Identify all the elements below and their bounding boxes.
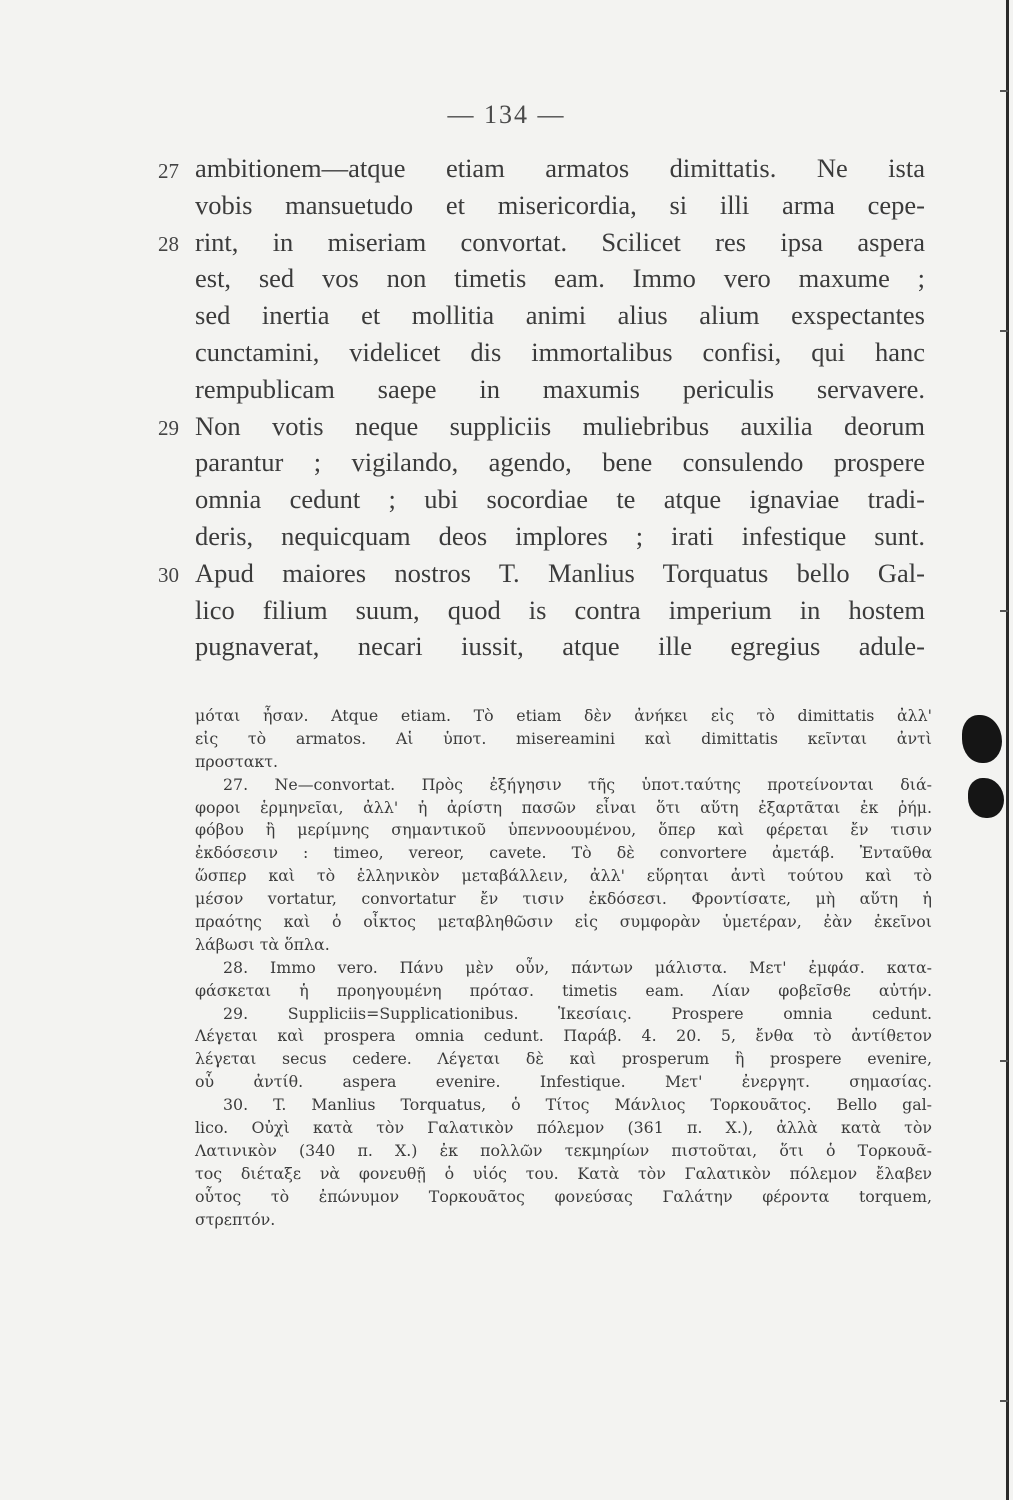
- text-line: sed inertia et mollitia animi alius alium exspectantes: [195, 300, 925, 331]
- text-line: vobis mansuetudo et misericordia, si illi arma cepe-: [195, 189, 925, 220]
- text-line: ambitionem—atque etiam armatos dimittatis. Ne ista: [195, 153, 925, 183]
- note-line: τος διέταξε νὰ φονευθῇ ὁ υἱός του. Κατὰ τὸν Γαλατικὸν πόλεμον ἔλαβεν: [195, 1163, 932, 1183]
- note-line: 30. T. Manlius Torquatus, ὁ Τίτος Μάνλιος Τορκουᾶτος. Bello gal-: [223, 1095, 932, 1115]
- ink-blot: [962, 715, 1002, 763]
- note-line: 28. Immo vero. Πάνυ μὲν οὖν, πάντων μάλιστα. Μετ' ἐμφάσ. κατα-: [223, 957, 932, 977]
- note-line: οὗ ἀντίθ. aspera evenire. Infestique. Μετ' ἐνεργητ. σημασίας.: [195, 1072, 932, 1092]
- note-line: Λέγεται καὶ prospera omnia cedunt. Παράβ. 4. 20. 5, ἔνθα τὸ ἀντίθετον: [195, 1026, 932, 1046]
- main-text: [195, 150, 925, 665]
- note-line: οὗτος τὸ ἐπώνυμον Τορκουᾶτος φονεύσας Γαλάτην φέροντα torquem,: [195, 1186, 932, 1206]
- margin-number: 30: [158, 563, 179, 587]
- edge-tick: [1000, 330, 1008, 332]
- edge-tick: [1000, 610, 1008, 612]
- note-line: 27. Ne—convortat. Πρὸς ἐξήγησιν τῆς ὑποτ.ταύτης προτείνονται διά-: [223, 774, 932, 794]
- margin-number: 27: [158, 159, 179, 183]
- note-line: στρεπτόν.: [195, 1209, 276, 1229]
- note-line: ἐκδόσεσιν : timeo, vereor, cavete. Τὸ δὲ convortere ἀμετάβ. Ἐνταῦθα: [195, 843, 932, 863]
- text-line: omnia cedunt ; ubi socordiae te atque ignaviae tradi-: [195, 484, 925, 515]
- note-line: μόται ἦσαν. Atque etiam. Τὸ etiam δὲν ἀνήκει εἰς τὸ dimittatis ἀλλ': [195, 706, 932, 725]
- text-line: est, sed vos non timetis eam. Immo vero maxume ;: [195, 263, 925, 294]
- note-line: ὥσπερ καὶ τὸ ἑλληνικὸν μεταβάλλειν, ἀλλ' εὕρηται ἀντὶ τούτου καὶ τὸ: [195, 866, 932, 886]
- text-line: parantur ; vigilando, agendo, bene consulendo prospere: [195, 447, 925, 478]
- note-line: Λατινικὸν (340 π. Χ.) ἐκ πολλῶν τεκμηρίων πιστοῦται, ὅτι ὁ Τορκουᾶ-: [195, 1140, 932, 1160]
- note-line: φόβου ἢ μερίμνης σημαντικοῦ ὑπεννοουμένου, ὅπερ καὶ φέρεται ἔν τισιν: [195, 820, 932, 840]
- text-line: lico filium suum, quod is contra imperium in hostem: [195, 594, 925, 625]
- footnotes: [195, 705, 932, 1231]
- note-line: φάσκεται ἡ προηγουμένη πρότασ. timetis eam. Λίαν φοβεῖσθε αὐτήν.: [195, 980, 932, 1000]
- note-line: φοροι ἑρμηνεῖαι, ἀλλ' ἡ ἀρίστη πασῶν εἶναι ὅτι αὕτη ἐξαρτᾶται ἐκ ῥήμ.: [195, 797, 932, 817]
- note-line: προστακτ.: [195, 751, 279, 771]
- text-line: rint, in miseriam convortat. Scilicet res ipsa aspera: [195, 226, 925, 257]
- text-line: Apud maiores nostros T. Manlius Torquatus bello Gal-: [195, 557, 925, 588]
- ink-blot: [968, 778, 1004, 818]
- note-line: λέγεται secus cedere. Λέγεται δὲ καὶ prosperum ἢ prospere evenire,: [195, 1049, 932, 1069]
- note-line: 29. Suppliciis=Supplicationibus. Ἱκεσίαις. Prospere omnia cedunt.: [223, 1003, 932, 1023]
- text-line: deris, nequicquam deos implores ; irati infestique sunt.: [195, 520, 925, 551]
- text-line: Non votis neque suppliciis muliebribus auxilia deorum: [195, 410, 925, 441]
- text-line: cunctamini, videlicet dis immortalibus confisi, qui hanc: [195, 336, 925, 367]
- edge-tick: [1000, 1400, 1008, 1402]
- note-line: λάβωσι τὰ ὅπλα.: [195, 934, 330, 954]
- page-edge-line: [1006, 0, 1009, 1500]
- edge-tick: [1000, 90, 1008, 92]
- note-line: μέσον vortatur, convortatur ἔν τισιν ἐκδόσεσι. Φροντίσατε, μὴ αὕτη ἡ: [195, 889, 932, 909]
- text-line: pugnaverat, necari iussit, atque ille egregius adule-: [195, 631, 925, 662]
- note-line: εἰς τὸ armatos. Αἱ ὑποτ. misereamini καὶ dimittatis κεῖνται ἀντὶ: [195, 728, 932, 748]
- edge-tick: [1000, 1060, 1008, 1062]
- text-line: rempublicam saepe in maxumis periculis servavere.: [195, 373, 925, 404]
- margin-number: 29: [158, 416, 179, 440]
- margin-number: 28: [158, 232, 179, 256]
- note-line: πραότης καὶ ὁ οἶκτος μεταβληθῶσιν εἰς συμφορὰν ὑμετέραν, ἐὰν ἐκεῖνοι: [195, 912, 932, 932]
- note-line: lico. Οὐχὶ κατὰ τὸν Γαλατικὸν πόλεμον (361 π. Χ.), ἀλλὰ κατὰ τὸν: [195, 1118, 932, 1138]
- page-number: — 134 —: [447, 100, 566, 129]
